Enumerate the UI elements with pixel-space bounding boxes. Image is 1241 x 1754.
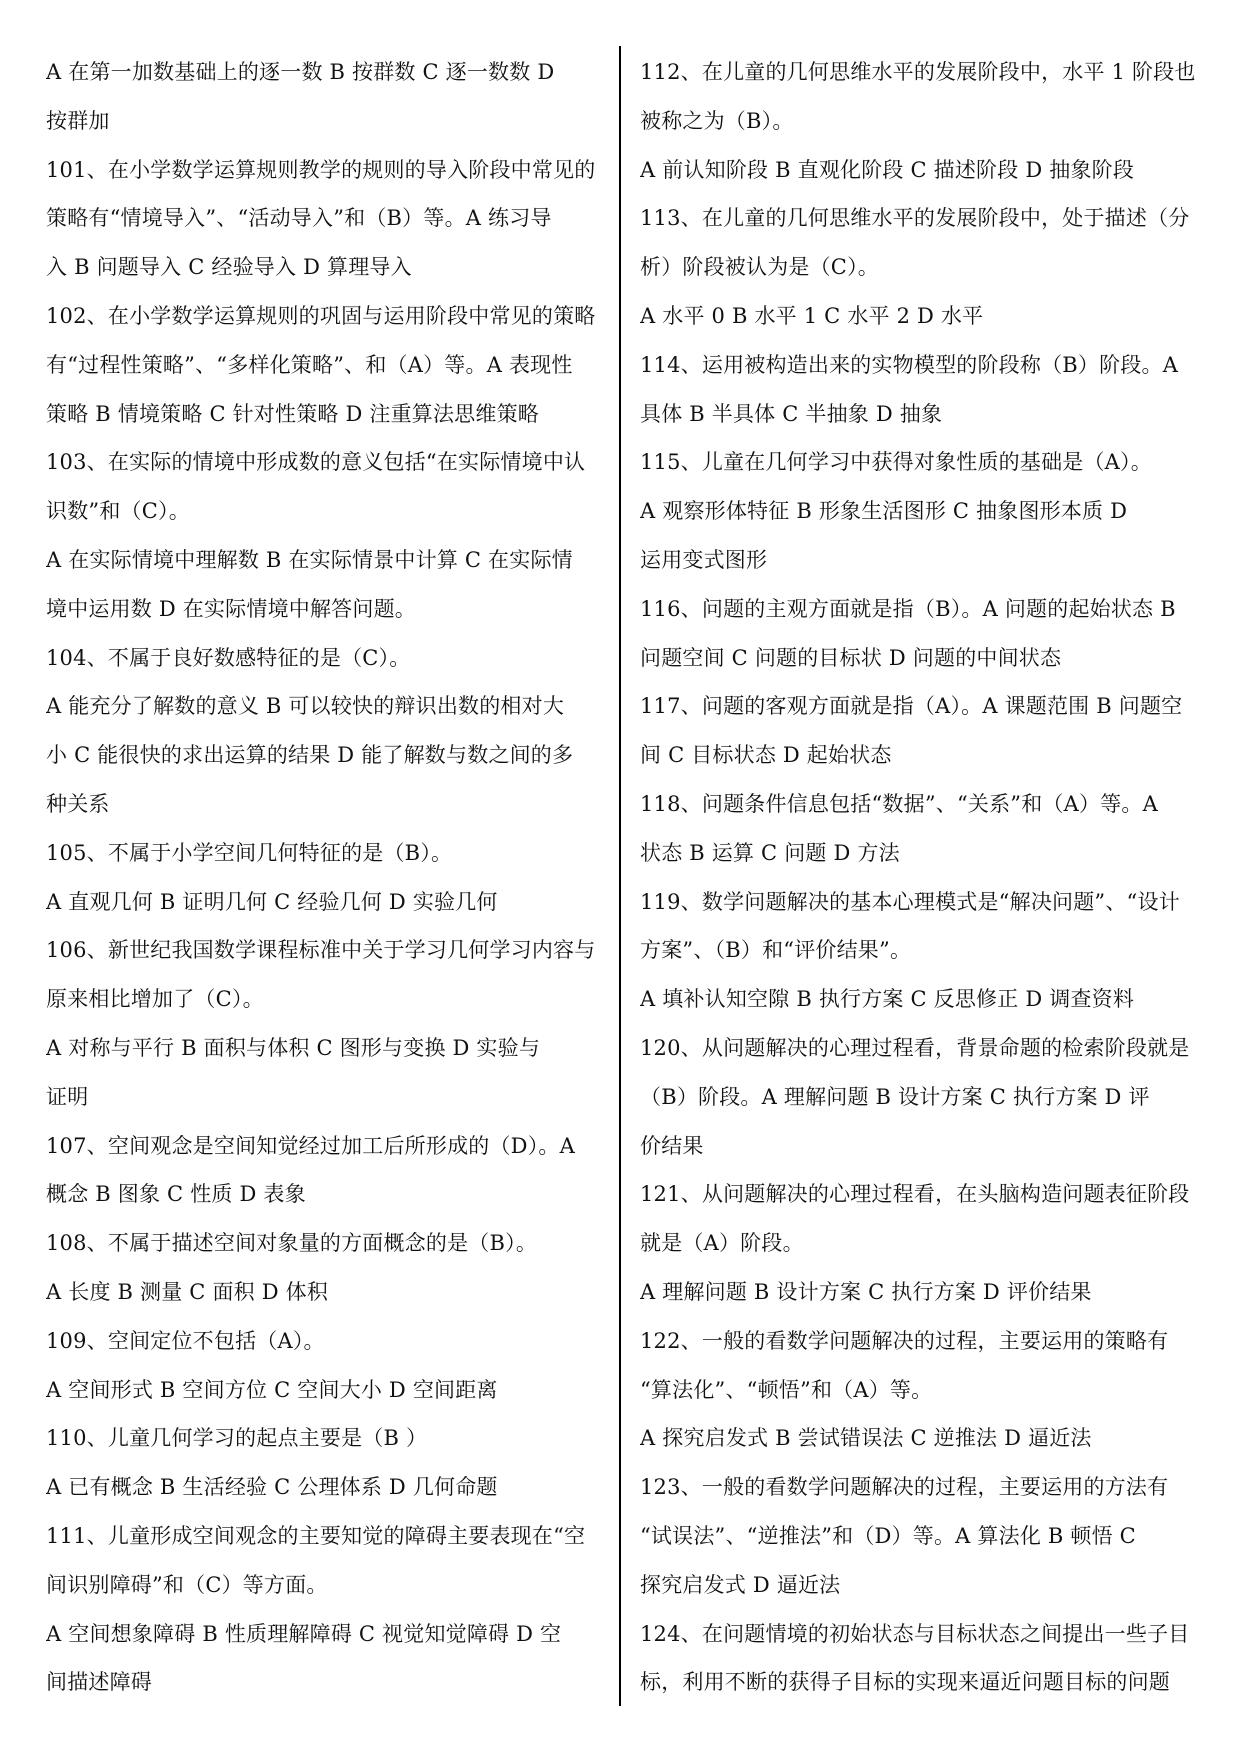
right-column-text-line: A 观察形体特征 B 形象生活图形 C 抽象图形本质 D (640, 499, 1128, 524)
right-column-text-line: A 理解问题 B 设计方案 C 执行方案 D 评价结果 (640, 1279, 1092, 1304)
right-column-text-line: 114、运用被构造出来的实物模型的阶段称（B）阶段。A (640, 352, 1179, 377)
column-divider (619, 46, 621, 1706)
left-column-text-line: A 能充分了解数的意义 B 可以较快的辩识出数的相对大 (46, 694, 565, 719)
left-column-text-line: 入 B 问题导入 C 经验导入 D 算理导入 (46, 255, 412, 280)
right-column-text-line: 价结果 (640, 1133, 704, 1158)
right-column-text-line: 具体 B 半具体 C 半抽象 D 抽象 (640, 401, 943, 426)
left-column-text-line: 有“过程性策略”、“多样化策略”、和（A）等。A 表现性 (46, 352, 573, 377)
left-column-text-line: A 直观几何 B 证明几何 C 经验几何 D 实验几何 (46, 889, 498, 914)
left-column-text-line: 证明 (46, 1084, 89, 1109)
left-column-text-line: 107、空间观念是空间知觉经过加工后所形成的（D）。A (46, 1133, 575, 1158)
right-column-text-line: 就是（A）阶段。 (640, 1231, 804, 1256)
left-column-text-line: 108、不属于描述空间对象量的方面概念的是（B）。 (46, 1231, 538, 1256)
right-column-text-line: A 前认知阶段 B 直观化阶段 C 描述阶段 D 抽象阶段 (640, 157, 1135, 182)
right-column-text-line: （B）阶段。A 理解问题 B 设计方案 C 执行方案 D 评 (640, 1084, 1150, 1109)
right-column-text-line: 118、问题条件信息包括“数据”、“关系”和（A）等。A (640, 791, 1158, 816)
right-column (640, 48, 1205, 1707)
right-column-text-line: 间 C 目标状态 D 起始状态 (640, 743, 892, 768)
left-column-text-line: 105、不属于小学空间几何特征的是（B）。 (46, 840, 453, 865)
left-column-text-line: 106、新世纪我国数学课程标准中关于学习几何学习内容与 (46, 938, 596, 963)
right-column-text-line: 120、从问题解决的心理过程看，背景命题的检索阶段就是 (640, 1035, 1190, 1060)
left-column-text-line: A 在第一加数基础上的逐一数 B 按群数 C 逐一数数 D (46, 60, 555, 84)
right-column-text-line: 117、问题的客观方面就是指（A）。A 课题范围 B 问题空 (640, 694, 1183, 719)
left-column-text-line: 原来相比增加了（C）。 (46, 987, 264, 1012)
right-column-text-line: 探究启发式 D 逼近法 (640, 1572, 841, 1597)
left-column (46, 48, 606, 1707)
right-column-text-line: 124、在问题情境的初始状态与目标状态之间提出一些子目 (640, 1621, 1190, 1646)
right-column-text-line: 119、数学问题解决的基本心理模式是“解决问题”、“设计 (640, 889, 1180, 914)
left-column-text-line: 110、儿童几何学习的起点主要是（B ） (46, 1426, 428, 1451)
left-column-text-line: 种关系 (46, 791, 110, 816)
right-column-text-line: A 探究启发式 B 尝试错误法 C 逆推法 D 逼近法 (640, 1426, 1092, 1451)
right-column-text-line: 123、一般的看数学问题解决的过程，主要运用的方法有 (640, 1475, 1169, 1500)
left-column-text-line: 按群加 (46, 108, 110, 133)
right-column-text-line: 问题空间 C 问题的目标状 D 问题的中间状态 (640, 645, 1062, 670)
left-column-text-line: A 长度 B 测量 C 面积 D 体积 (46, 1279, 329, 1304)
left-column-text-line: 小 C 能很快的求出运算的结果 D 能了解数与数之间的多 (46, 743, 574, 768)
right-column-text-line: 被称之为（B）。 (640, 108, 794, 133)
left-column-text-line: A 已有概念 B 生活经验 C 公理体系 D 几何命题 (46, 1475, 498, 1500)
right-column-text-line: 113、在儿童的几何思维水平的发展阶段中，处于描述（分 (640, 206, 1190, 231)
left-column-text-line: 识数”和（C）。 (46, 499, 190, 524)
left-column-text-line: 102、在小学数学运算规则的巩固与运用阶段中常见的策略 (46, 303, 596, 328)
left-column-text-line: A 空间想象障碍 B 性质理解障碍 C 视觉知觉障碍 D 空 (46, 1621, 562, 1646)
left-column-text-line: 间描述障碍 (46, 1670, 152, 1695)
right-column-text-line: 112、在儿童的几何思维水平的发展阶段中，水平 1 阶段也 (640, 60, 1196, 84)
left-column-text-line: A 在实际情境中理解数 B 在实际情景中计算 C 在实际情 (46, 547, 573, 572)
right-column-text-line: 标，利用不断的获得子目标的实现来逼近问题目标的问题 (640, 1670, 1170, 1695)
left-column-text-line: 策略有“情境导入”、“活动导入”和（B）等。A 练习导 (46, 206, 552, 231)
left-column-text-line: A 空间形式 B 空间方位 C 空间大小 D 空间距离 (46, 1377, 498, 1402)
left-column-text-line: 111、儿童形成空间观念的主要知觉的障碍主要表现在“空 (46, 1523, 586, 1548)
right-column-text-line: A 填补认知空隙 B 执行方案 C 反思修正 D 调查资料 (640, 987, 1135, 1012)
right-column-text-line: 116、问题的主观方面就是指（B）。A 问题的起始状态 B (640, 596, 1176, 621)
left-column-text-line: 间识别障碍”和（C）等方面。 (46, 1572, 328, 1597)
right-column-text-line: 析）阶段被认为是（C）。 (640, 255, 879, 280)
left-column-text-line: A 对称与平行 B 面积与体积 C 图形与变换 D 实验与 (46, 1035, 541, 1060)
left-column-text-line: 101、在小学数学运算规则教学的规则的导入阶段中常见的 (46, 157, 596, 182)
right-column-text-line: “算法化”、“顿悟”和（A）等。 (640, 1377, 933, 1402)
right-column-text-line: 121、从问题解决的心理过程看，在头脑构造问题表征阶段 (640, 1182, 1190, 1207)
right-column-text-line: 运用变式图形 (640, 547, 768, 572)
right-column-text-line: A 水平 0 B 水平 1 C 水平 2 D 水平 (640, 303, 984, 328)
right-column-text-line: 状态 B 运算 C 问题 D 方法 (640, 840, 900, 865)
left-column-text-line: 109、空间定位不包括（A）。 (46, 1328, 325, 1353)
left-column-text-line: 104、不属于良好数感特征的是（C）。 (46, 645, 411, 670)
left-column-text-line: 概念 B 图象 C 性质 D 表象 (46, 1182, 306, 1207)
right-column-text-line: 122、一般的看数学问题解决的过程，主要运用的策略有 (640, 1328, 1169, 1353)
left-column-text-line: 策略 B 情境策略 C 针对性策略 D 注重算法思维策略 (46, 401, 539, 426)
right-column-text-line: “试误法”、“逆推法”和（D）等。A 算法化 B 顿悟 C (640, 1523, 1136, 1548)
left-column-text-line: 境中运用数 D 在实际情境中解答问题。 (46, 596, 416, 621)
right-column-text-line: 115、儿童在几何学习中获得对象性质的基础是（A）。 (640, 450, 1152, 475)
right-column-text-line: 方案”、（B）和“评价结果”。 (640, 938, 912, 963)
left-column-text-line: 103、在实际的情境中形成数的意义包括“在实际情境中认 (46, 450, 586, 475)
